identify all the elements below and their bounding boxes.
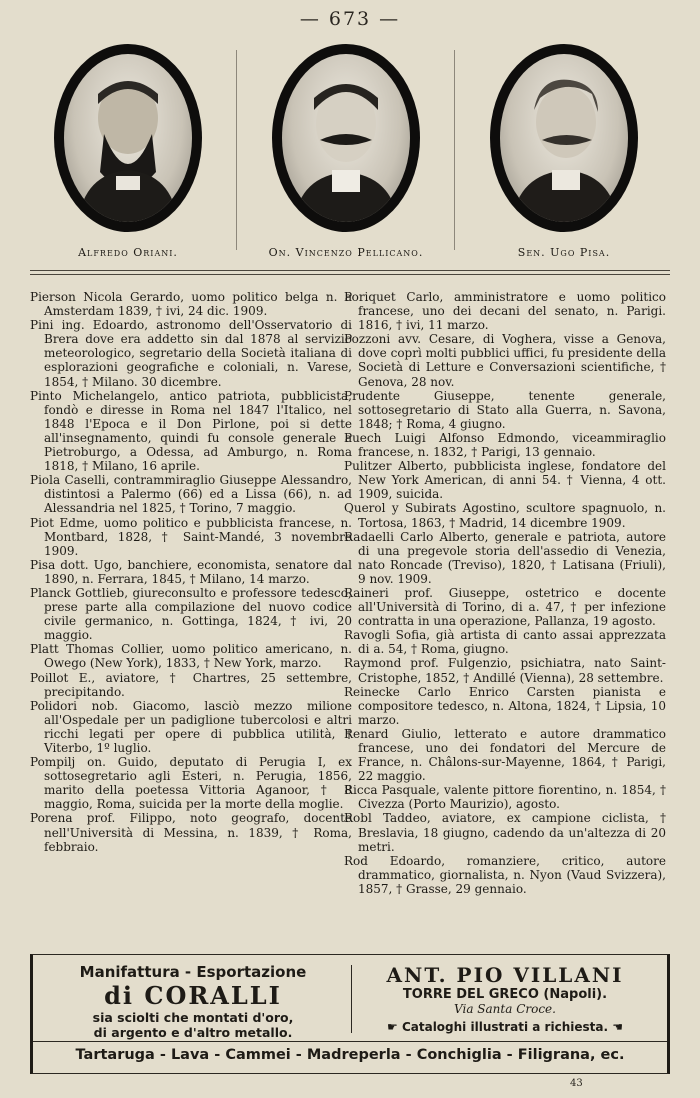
entry: Poillot E., aviatore, † Chartres, 25 settembre, precipitando. [30, 670, 352, 699]
portrait-caption: On. Vincenzo Pellicano. [268, 246, 424, 259]
entry: Pisa dott. Ugo, banchiere, economista, senatore dal 1890, n. Ferrara, 1845, † Milano, 14 marzo. [30, 557, 352, 586]
signature-mark: 43 [570, 1078, 583, 1089]
portrait-row [28, 44, 668, 276]
portrait-oriani [28, 44, 228, 259]
entry: Pompilj on. Guido, deputato di Perugia I, ex sottosegretario agli Esteri, n. Perugia, 1856, marito della poetessa Vittoria Aganoor, † 8 maggio, Roma, suicida per la morte della moglie. [30, 755, 352, 812]
entry: Renard Giulio, letterato e autore drammatico francese, uno dei fondatori del Mercure de France, n. Châlons-sur-Mayenne, 1864, † Parigi, 22 maggio. [344, 726, 666, 784]
entry: Pozzoni avv. Cesare, di Voghera, visse a Genova, dove coprì molti pubblici uffici, fu presidente della Società di Letture e Conversazioni scientifiche, † Genova, 28 nov. [344, 332, 666, 389]
portrait-pisa [464, 44, 664, 259]
separator-rule [30, 270, 670, 271]
entry: Pinto Michelangelo, antico patriota, pubblicista, fondò e diresse in Roma nel 1847 l'Italico, nel 1848 l'Epoca e il Don Pirlone, poi si dette all'insegnamento, quindi fu console generale a Pietroburgo, a Odessa, ad Amburgo, n. Roma 1818, † Milano, 16 aprile. [30, 388, 352, 474]
separator-rule [30, 274, 670, 275]
portrait-frame [54, 44, 202, 232]
column-right [344, 290, 666, 896]
entry: Pierson Nicola Gerardo, uomo politico belga n. a Amsterdam 1839, † ivi, 24 dic. 1909. [30, 290, 352, 319]
entry: Raymond prof. Fulgenzio, psichiatra, nato Saint-Cristophe, 1852, † Andillé (Vienna), 28 settembre. [344, 656, 666, 685]
entry: Rod Edoardo, romanziere, critico, autore drammatico, giornalista, n. Nyon (Vaud Svizzera), 1857, † Grasse, 29 gennaio. [344, 853, 666, 896]
ad-description: di argento e d'altro metallo. [93, 1025, 293, 1040]
entry: Porena prof. Filippo, noto geografo, docente nell'Università di Messina, n. 1839, † Roma, febbraio. [30, 811, 352, 854]
entry: Reinecke Carlo Enrico Carsten pianista e compositore tedesco, n. Altona, 1824, † Lipsia, 10 marzo. [344, 684, 666, 727]
ad-left-block [43, 963, 343, 1040]
ad-catalogue-line [355, 1020, 655, 1034]
portrait-photo-pisa [500, 54, 628, 222]
ad-location: TORRE DEL GRECO (Napoli). [402, 987, 608, 1002]
entry: Piot Edme, uomo politico e pubblicista francese, n. Montbard, 1828, † Saint-Mandé, 3 novembre 1909. [30, 515, 352, 558]
ad-street: Via Santa Croce. [454, 1002, 556, 1016]
ad-catalogue-text: Cataloghi illustrati a richiesta. [401, 1020, 609, 1034]
portrait-caption: Sen. Ugo Pisa. [517, 246, 611, 259]
page-number: — 673 — [299, 8, 401, 30]
advertisement-box [30, 954, 670, 1074]
entry: Pulitzer Alberto, pubblicista inglese, fondatore del New York American, di anni 54. † Vienna, 4 ott. 1909, suicida. [344, 459, 666, 502]
portrait-frame [490, 44, 638, 232]
portrait-pellicano [246, 44, 446, 259]
entry: Radaelli Carlo Alberto, generale e patriota, autore di una pregevole storia dell'assedio di Venezia, nato Roncade (Treviso), 1820, † Latisana (Friuli), 9 nov. 1909. [344, 529, 666, 586]
entry: Robl Taddeo, aviatore, ex campione ciclista, † Breslavia, 18 giugno, cadendo da un'altezza di 20 metri. [344, 811, 666, 854]
entry: Piola Caselli, contrammiraglio Giuseppe Alessandro, distintosi a Palermo (66) ed a Lissa (66), n. ad Alessandria nel 1825, † Torino, 7 maggio. [30, 473, 352, 516]
ad-description: sia sciolti che montati d'oro, [92, 1010, 294, 1025]
entry: Platt Thomas Collier, uomo politico americano, n. Owego (New York), 1833, † New York, marzo. [30, 642, 352, 671]
ad-company-name: ANT. PIO VILLANI [386, 963, 624, 987]
ad-manufacture-line: Manifattura - Esportazione [79, 963, 307, 981]
entry: Polidori nob. Giacomo, lasciò mezzo milione all'Ospedale per un padiglione tubercolosi e altri ricchi legati per opere di pubblica utilità, † Viterbo, 1º luglio. [30, 698, 352, 755]
entry: Ravogli Sofia, già artista di canto assai apprezzata di a. 54, † Roma, giugno. [344, 628, 666, 657]
portrait-photo-pellicano [282, 54, 410, 222]
ad-right-block [355, 963, 655, 1034]
divider [236, 50, 237, 250]
entry: Querol y Subirats Agostino, scultore spagnuolo, n. Tortosa, 1863, † Madrid, 14 dicembre 1909. [344, 501, 666, 530]
entry: Pini ing. Edoardo, astronomo dell'Osservatorio di Brera dove era addetto sin dal 1878 al servizio meteorologico, segretario della Società italiana di esplorazioni geografiche e coloniali, n. Varese, 1854, † Milano. 30 dicembre. [30, 318, 352, 389]
entry: Ricca Pasquale, valente pittore fiorentino, n. 1854, † Civezza (Porto Maurizio), agosto. [344, 783, 666, 812]
divider [454, 50, 455, 250]
pointing-hand-right-icon: ☚ [612, 1020, 623, 1034]
column-left [30, 290, 352, 854]
ad-coralli-title: di CORALLI [104, 981, 282, 1010]
entry: Prudente Giuseppe, tenente generale, sottosegretario di Stato alla Guerra, n. Savona, 1848; † Roma, 4 giugno. [344, 388, 666, 431]
pointing-hand-left-icon: ☛ [387, 1020, 398, 1034]
portrait-photo-oriani [64, 54, 192, 222]
entry: Poriquet Carlo, amministratore e uomo politico francese, uno dei decani del senato, n. Parigi. 1816, † ivi, 11 marzo. [344, 290, 666, 333]
entry: Planck Gottlieb, giureconsulto e professore tedesco; prese parte alla compilazione del nuovo codice civile germanico, n. Gottinga, 1824, † ivi, 20 maggio. [30, 585, 352, 643]
entry: Raineri prof. Giuseppe, ostetrico e docente all'Università di Torino, di a. 47, † per infezione contratta in una operazione, Pallanza, 19 agosto. [344, 585, 666, 629]
ad-divider [351, 965, 352, 1033]
ad-footer: Tartaruga - Lava - Cammei - Madreperla - Conchiglia - Filigrana, ec. [33, 1041, 667, 1063]
portrait-frame [272, 44, 420, 232]
portrait-caption: Alfredo Oriani. [78, 246, 178, 259]
entry: Puech Luigi Alfonso Edmondo, viceammiraglio francese, n. 1832, † Parigi, 13 gennaio. [344, 430, 666, 460]
